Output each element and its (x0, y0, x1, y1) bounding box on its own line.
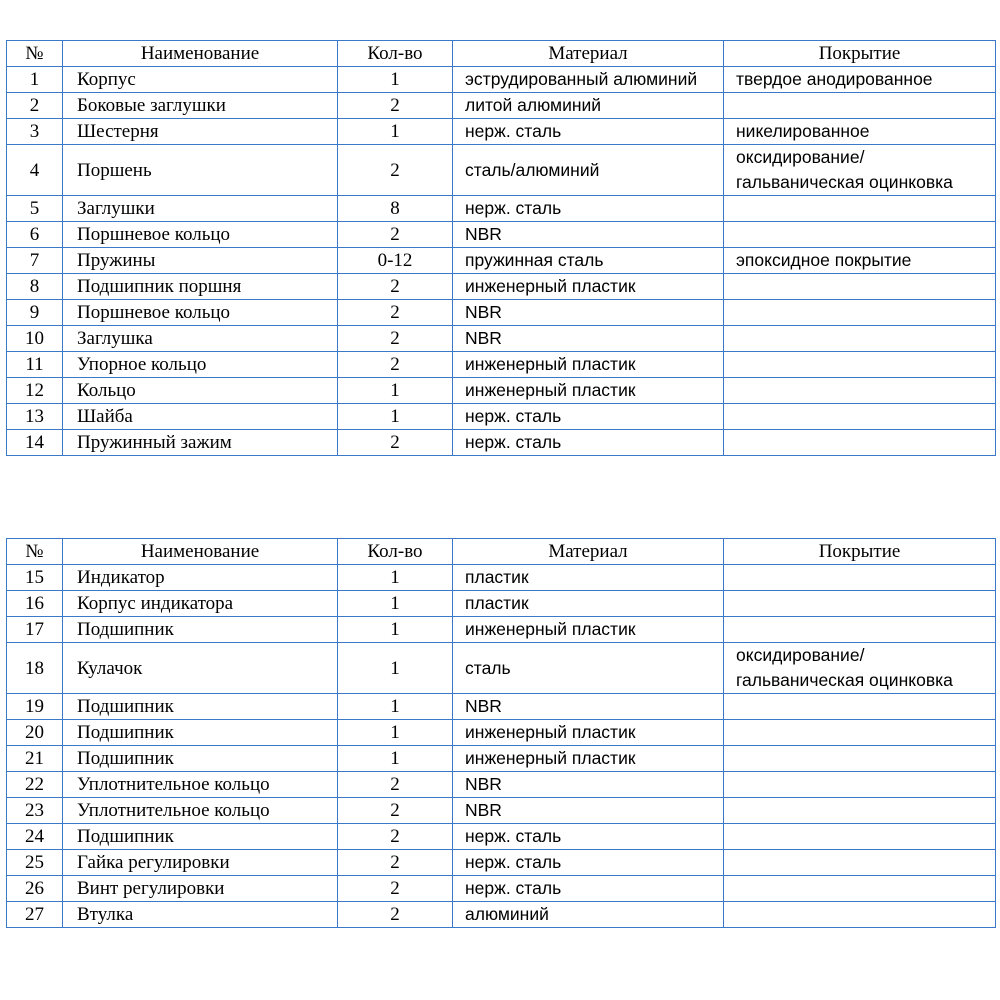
cell-material: нерж. сталь (453, 404, 724, 430)
table-row (7, 222, 996, 248)
cell-coating (724, 93, 996, 119)
cell-quantity: 2 (338, 902, 453, 928)
table-row (7, 720, 996, 746)
cell-number: 26 (7, 876, 63, 902)
cell-coating (724, 378, 996, 404)
cell-number: 11 (7, 352, 63, 378)
cell-quantity: 0-12 (338, 248, 453, 274)
cell-material: NBR (453, 798, 724, 824)
cell-coating (724, 902, 996, 928)
header-quantity: Кол-во (338, 539, 453, 565)
cell-quantity: 1 (338, 67, 453, 93)
table-row (7, 326, 996, 352)
cell-material: нерж. сталь (453, 824, 724, 850)
cell-name: Поршневое кольцо (63, 300, 338, 326)
cell-material: инженерный пластик (453, 746, 724, 772)
parts-table-2 (6, 538, 996, 928)
cell-coating (724, 274, 996, 300)
cell-coating (724, 694, 996, 720)
table-row (7, 746, 996, 772)
cell-coating: эпоксидное покрытие (724, 248, 996, 274)
cell-quantity: 2 (338, 145, 453, 196)
cell-name: Заглушка (63, 326, 338, 352)
cell-number: 3 (7, 119, 63, 145)
cell-material: нерж. сталь (453, 876, 724, 902)
cell-name: Поршень (63, 145, 338, 196)
cell-quantity: 1 (338, 617, 453, 643)
cell-coating (724, 430, 996, 456)
cell-number: 10 (7, 326, 63, 352)
cell-material: пружинная сталь (453, 248, 724, 274)
cell-coating (724, 591, 996, 617)
header-material: Материал (453, 41, 724, 67)
cell-material: эструдированный алюминий (453, 67, 724, 93)
cell-name: Индикатор (63, 565, 338, 591)
cell-material: сталь (453, 643, 724, 694)
cell-coating (724, 850, 996, 876)
table-row (7, 591, 996, 617)
cell-name: Пружинный зажим (63, 430, 338, 456)
cell-name: Уплотнительное кольцо (63, 772, 338, 798)
cell-quantity: 8 (338, 196, 453, 222)
cell-material: нерж. сталь (453, 430, 724, 456)
cell-number: 9 (7, 300, 63, 326)
cell-name: Боковые заглушки (63, 93, 338, 119)
table-row (7, 876, 996, 902)
header-number: № (7, 41, 63, 67)
cell-material: NBR (453, 694, 724, 720)
cell-coating (724, 196, 996, 222)
cell-material: нерж. сталь (453, 850, 724, 876)
cell-coating: твердое анодированное (724, 67, 996, 93)
table-row (7, 145, 996, 196)
cell-material: инженерный пластик (453, 274, 724, 300)
cell-name: Кулачок (63, 643, 338, 694)
table-row (7, 798, 996, 824)
cell-quantity: 2 (338, 326, 453, 352)
cell-name: Шестерня (63, 119, 338, 145)
cell-quantity: 2 (338, 430, 453, 456)
cell-number: 25 (7, 850, 63, 876)
table-row (7, 643, 996, 694)
cell-number: 13 (7, 404, 63, 430)
cell-quantity: 1 (338, 404, 453, 430)
table-row (7, 404, 996, 430)
table-row (7, 617, 996, 643)
cell-coating (724, 746, 996, 772)
cell-number: 18 (7, 643, 63, 694)
cell-quantity: 2 (338, 222, 453, 248)
cell-number: 24 (7, 824, 63, 850)
cell-quantity: 1 (338, 119, 453, 145)
cell-quantity: 2 (338, 352, 453, 378)
cell-number: 8 (7, 274, 63, 300)
header-name: Наименование (63, 41, 338, 67)
cell-number: 12 (7, 378, 63, 404)
cell-quantity: 2 (338, 850, 453, 876)
cell-material: алюминий (453, 902, 724, 928)
cell-coating (724, 352, 996, 378)
cell-quantity: 2 (338, 824, 453, 850)
cell-material: инженерный пластик (453, 720, 724, 746)
cell-name: Корпус (63, 67, 338, 93)
cell-coating (724, 720, 996, 746)
cell-coating (724, 876, 996, 902)
header-material: Материал (453, 539, 724, 565)
table-header-row (7, 539, 996, 565)
cell-name: Пружины (63, 248, 338, 274)
cell-coating (724, 565, 996, 591)
cell-material: нерж. сталь (453, 196, 724, 222)
cell-number: 21 (7, 746, 63, 772)
cell-name: Подшипник (63, 617, 338, 643)
cell-material: инженерный пластик (453, 352, 724, 378)
cell-number: 17 (7, 617, 63, 643)
table-row (7, 378, 996, 404)
cell-material: пластик (453, 591, 724, 617)
cell-material: инженерный пластик (453, 378, 724, 404)
cell-quantity: 2 (338, 274, 453, 300)
table-row (7, 850, 996, 876)
cell-number: 6 (7, 222, 63, 248)
cell-name: Кольцо (63, 378, 338, 404)
cell-number: 7 (7, 248, 63, 274)
cell-quantity: 2 (338, 772, 453, 798)
table-row (7, 248, 996, 274)
cell-coating (724, 300, 996, 326)
cell-number: 19 (7, 694, 63, 720)
cell-quantity: 1 (338, 565, 453, 591)
cell-name: Подшипник (63, 746, 338, 772)
cell-name: Корпус индикатора (63, 591, 338, 617)
cell-name: Подшипник (63, 824, 338, 850)
cell-material: литой алюминий (453, 93, 724, 119)
cell-quantity: 1 (338, 378, 453, 404)
table-row (7, 352, 996, 378)
cell-material: NBR (453, 772, 724, 798)
cell-coating: оксидирование/ гальваническая оцинковка (724, 643, 996, 694)
table-row (7, 300, 996, 326)
cell-material: нерж. сталь (453, 119, 724, 145)
cell-name: Заглушки (63, 196, 338, 222)
cell-quantity: 2 (338, 93, 453, 119)
header-coating: Покрытие (724, 41, 996, 67)
cell-name: Шайба (63, 404, 338, 430)
table-row (7, 902, 996, 928)
cell-material: NBR (453, 326, 724, 352)
cell-coating (724, 798, 996, 824)
cell-quantity: 2 (338, 300, 453, 326)
parts-table-1 (6, 40, 996, 456)
table-row (7, 274, 996, 300)
header-number: № (7, 539, 63, 565)
cell-quantity: 1 (338, 591, 453, 617)
cell-number: 4 (7, 145, 63, 196)
cell-quantity: 1 (338, 746, 453, 772)
cell-material: инженерный пластик (453, 617, 724, 643)
cell-number: 5 (7, 196, 63, 222)
cell-number: 14 (7, 430, 63, 456)
table-header-row (7, 41, 996, 67)
header-name: Наименование (63, 539, 338, 565)
cell-number: 15 (7, 565, 63, 591)
cell-number: 27 (7, 902, 63, 928)
cell-number: 1 (7, 67, 63, 93)
cell-quantity: 1 (338, 694, 453, 720)
cell-name: Подшипник (63, 694, 338, 720)
header-quantity: Кол-во (338, 41, 453, 67)
cell-coating: никелированное (724, 119, 996, 145)
cell-material: NBR (453, 300, 724, 326)
cell-name: Винт регулировки (63, 876, 338, 902)
table-row (7, 430, 996, 456)
cell-quantity: 2 (338, 876, 453, 902)
cell-coating (724, 617, 996, 643)
cell-number: 23 (7, 798, 63, 824)
cell-name: Поршневое кольцо (63, 222, 338, 248)
cell-name: Упорное кольцо (63, 352, 338, 378)
table-row (7, 772, 996, 798)
cell-coating (724, 404, 996, 430)
cell-name: Уплотнительное кольцо (63, 798, 338, 824)
table-row (7, 565, 996, 591)
cell-name: Подшипник (63, 720, 338, 746)
cell-coating (724, 824, 996, 850)
cell-quantity: 1 (338, 643, 453, 694)
table-row (7, 824, 996, 850)
cell-name: Подшипник поршня (63, 274, 338, 300)
cell-number: 16 (7, 591, 63, 617)
cell-number: 2 (7, 93, 63, 119)
cell-coating (724, 222, 996, 248)
cell-material: NBR (453, 222, 724, 248)
cell-quantity: 1 (338, 720, 453, 746)
cell-number: 20 (7, 720, 63, 746)
cell-material: пластик (453, 565, 724, 591)
table-row (7, 196, 996, 222)
table-row (7, 93, 996, 119)
table-row (7, 67, 996, 93)
table-row (7, 119, 996, 145)
cell-quantity: 2 (338, 798, 453, 824)
cell-coating (724, 772, 996, 798)
header-coating: Покрытие (724, 539, 996, 565)
cell-coating: оксидирование/ гальваническая оцинковка (724, 145, 996, 196)
table-row (7, 694, 996, 720)
cell-material: сталь/алюминий (453, 145, 724, 196)
cell-number: 22 (7, 772, 63, 798)
cell-coating (724, 326, 996, 352)
cell-name: Втулка (63, 902, 338, 928)
cell-name: Гайка регулировки (63, 850, 338, 876)
